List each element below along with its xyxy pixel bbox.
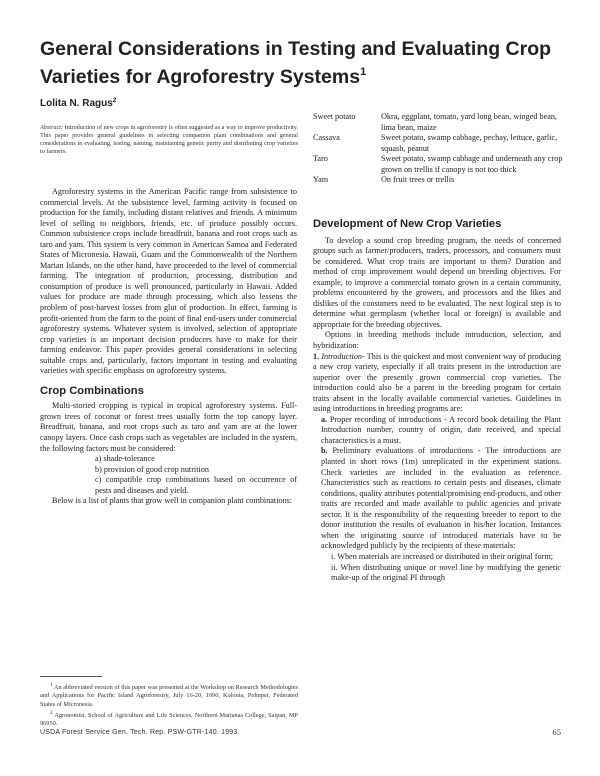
- author-line: [40, 97, 116, 109]
- paper-title: [40, 38, 560, 89]
- table-row: [313, 133, 563, 154]
- development-paragraph: To develop a sound crop breeding program, the needs of concerned groups such as farmer/producers, traders, processors, and consumers must be considered. What crop traits are important to them? Duration and method of crop improvement would depend on breeding objectives. For example, to improve a commercial tomato grown in a certain community, problems encountered by the growers, and processors and the likes and dislikes of the consumers need to be evaluated. The next logical step is to determine what germplasm (whether local or foreign) is available and appropriate for the breeding objectives.: [313, 235, 561, 329]
- footer-citation: USDA Forest Service Gen. Tech. Rep. PSW-GTR-140. 1993.: [40, 729, 240, 736]
- acknowledgement-i: i. When materials are increased or distributed in their original form;: [331, 551, 553, 561]
- author-footnote-mark: 2: [112, 97, 117, 104]
- abstract-text: Introduction of new crops in agroforestry is often suggested as a way to improve productivity. This paper provides general guidelines in selecting companion plant combinations and general considerations in evaluating, testing, naming, maintaining genetic purity and distributing crop varieties to farmers.: [40, 124, 299, 156]
- footnotes: [40, 681, 298, 729]
- crop-name: Cassava: [313, 133, 340, 143]
- breeding-options-paragraph: Options in breeding methods include introduction, selection, and hybridization:: [313, 330, 561, 351]
- crop-companions: On fruit trees or trellis: [381, 175, 455, 185]
- author-name: Lolita N. Ragus: [40, 98, 113, 109]
- crop-name: Yam: [313, 175, 329, 185]
- heading-crop-combinations: Crop Combinations: [40, 384, 144, 397]
- right-column: [313, 219, 561, 584]
- introduction-term: Introduction: [321, 351, 362, 361]
- crop-combinations-paragraph: Multi-storied cropping is typical in tropical agroforestry systems. Full-grown trees of coconut or forest trees usually form the top canopy layer. Breadfruit, banana, and root crops such as taro and yam are at the lower canopy layers. Once cash crops such as vegetables are included in the system, the following factors must be considered:: [40, 401, 297, 453]
- crop-companions: Sweet potato, swamp cabbage, pechay, lettuce, garlic, squash, peanut: [381, 133, 558, 153]
- footnote-2: $^2$ Agronomist, School of Agriculture and Life Sciences, Northern Marianas College, Saipan, MP 96950.: [40, 709, 298, 728]
- factor-pests-diseases: c) compatible crop combinations based on occurrence of pests and diseases and yield.: [95, 475, 297, 495]
- crop-companions: Sweet potato, swamp cabbage and underneath any crop grown on trellis if canopy is not too thick: [381, 154, 563, 174]
- footnote-rule: [40, 676, 102, 677]
- guideline-a: a. Proper recording of introductions - A record book detailing the Plant Introduction number, country of origin, date received, and special characteristics is a must.: [321, 414, 562, 445]
- title-footnote-mark: 1: [360, 66, 367, 78]
- crop-name: Taro: [313, 154, 328, 164]
- factor-shade-tolerance: a) shade-tolerance: [95, 454, 155, 464]
- footnote-1: $^1$ An abbreviated version of this paper was presented at the Workshop on Research Methodologies and Applications for Pacific Island Agroforestry, July 16-20, 1990, Kolonia, Pohnpei, Federated States of Micronesia.: [40, 682, 298, 708]
- abstract: [40, 124, 298, 156]
- factor-nutrition: b) provision of good crop nutrition: [95, 464, 209, 474]
- guideline-b: b. Preliminary evaluations of introductions - The introductions are planted in short rows (1m) unreplicated in the experiment stations. Check varieties are included in the evaluation as reference. Characteristics such as reactions to certain pests and diseases, climate conditions, quality attributes potential/promising end-products, and other traits are recorded and made available to public agencies and private sector. It is the responsibility of the requesting breeder to report to the donor institution the results of evaluation in his/her location. Instances when the originating source of introduced materials have to be acknowledged publicly by the recipients of these materials:: [321, 446, 562, 551]
- companion-list-intro: Below is a list of plants that grow well in companion plant combinations:: [52, 496, 293, 506]
- acknowledgement-ii: ii. When distributing unique or novel line by modifying the genetic make-up of the original PI through: [331, 562, 561, 583]
- table-row: [313, 112, 563, 133]
- table-row: [313, 175, 563, 186]
- introduction-item: 1. Introduction- This is the quickest and most convenient way of producing a new crop variety, especially if all traits present in the introduction are superior over the presently grown commercial crop varieties. The introduction could also be a parent in the breeding program for certain traits absent in the locally available commercial varieties. Guidelines in using introductions in breeding programs are:: [313, 351, 561, 414]
- heading-new-varieties: Development of New Crop Varieties: [313, 218, 502, 230]
- left-column: [40, 187, 297, 507]
- abstract-label: Abstract:: [40, 124, 64, 131]
- companion-plant-table: [313, 112, 563, 186]
- crop-name: Sweet potato: [313, 112, 356, 121]
- intro-paragraph: Agroforestry systems in the American Pacific range from subsistence to commercial levels. At the subsistence level, farming activity is focused on production for the family, including distant relatives and friends. A minimum level of selling to neighbors, friends, etc. of produce possibly occurs. Common subsistence crops include breadfruit, banana and root crops such as taro and yam. This system is very common in American Samoa and Federated States of Micronesia. Hawaii, Guam and the Commonwealth of the Northern Marian Islands, on the other hand, have proceeded to the level of commercial farming. The integration of production, processing, distribution and consumption of produce is well pronounced, particularly in Hawaii. Added values for produce are made through processing, which also lessens the problem of post-harvest losses from glut of production. In effect, farming is profit-oriented from the farm to the point of final end-users under commercial agroforestry systems. Whatever system is involved, selection of appropriate crop varieties is an important decision producers have to make for their farming endeavor. This paper provides general considerations in selecting suitable crops and, particularly, factors important in testing and evaluating varieties with specific emphasis on agroforestry systems.: [40, 187, 297, 376]
- title-line-2: Varieties for Agroforestry Systems$^1$: [40, 66, 367, 88]
- title-line-1: General Considerations in Testing and Evaluating Crop: [40, 38, 552, 60]
- table-row: [313, 154, 563, 175]
- page-number: 65: [552, 727, 561, 737]
- crop-companions: Okra, eggplant, tomato, yard long bean, winged bean, lima bean, maize: [381, 112, 557, 132]
